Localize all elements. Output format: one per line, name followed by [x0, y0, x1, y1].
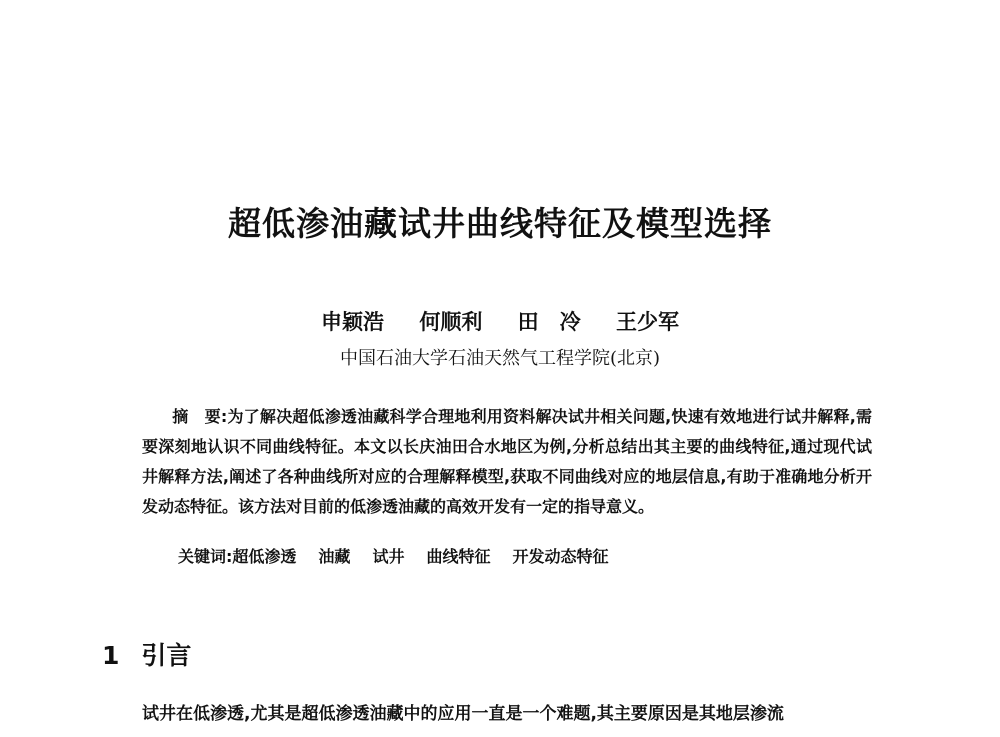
section-number: 1 — [102, 641, 120, 670]
keywords-label: 关键词: — [178, 547, 233, 566]
keyword: 试井 — [372, 547, 405, 566]
body-paragraph — [102, 698, 914, 730]
section-heading — [102, 636, 191, 672]
author-list — [0, 306, 1000, 336]
keyword: 油藏 — [318, 547, 351, 566]
paragraph-text: 试井在低渗透,尤其是超低渗透油藏中的应用一直是一个难题,其主要原因是其地层渗流 — [142, 704, 784, 724]
author-name: 王少军 — [615, 309, 679, 334]
abstract-label: 摘 要: — [172, 407, 228, 426]
author-name: 申颖浩 — [321, 309, 385, 334]
affiliation: 中国石油大学石油天然气工程学院(北京) — [339, 348, 661, 369]
abstract-text: 为了解决超低渗透油藏科学合理地利用资料解决试井相关问题,快速有效地进行试井解释,需要深刻地认识不同曲线特征。本文以长庆油田合水地区为例,分析总结出其主要的曲线特征,通过现代试井解释方法,阐述了各种曲线所对应的合理解释模型,获取不同曲线对应的地层信息,有助于准确地分析开发动态特征。该方法对目前的低渗透油藏的高效开发有一定的指导意义。 — [142, 407, 872, 516]
keyword: 曲线特征 — [426, 547, 491, 566]
paper-title: 超低渗油藏试井曲线特征及模型选择 — [228, 204, 772, 243]
keyword: 超低渗透 — [232, 547, 297, 566]
section-title: 引言 — [141, 641, 192, 670]
keyword: 开发动态特征 — [512, 547, 609, 566]
author-name: 何顺利 — [419, 309, 483, 334]
author-name: 田 冷 — [517, 309, 581, 334]
keywords — [178, 544, 630, 567]
abstract — [142, 402, 872, 522]
